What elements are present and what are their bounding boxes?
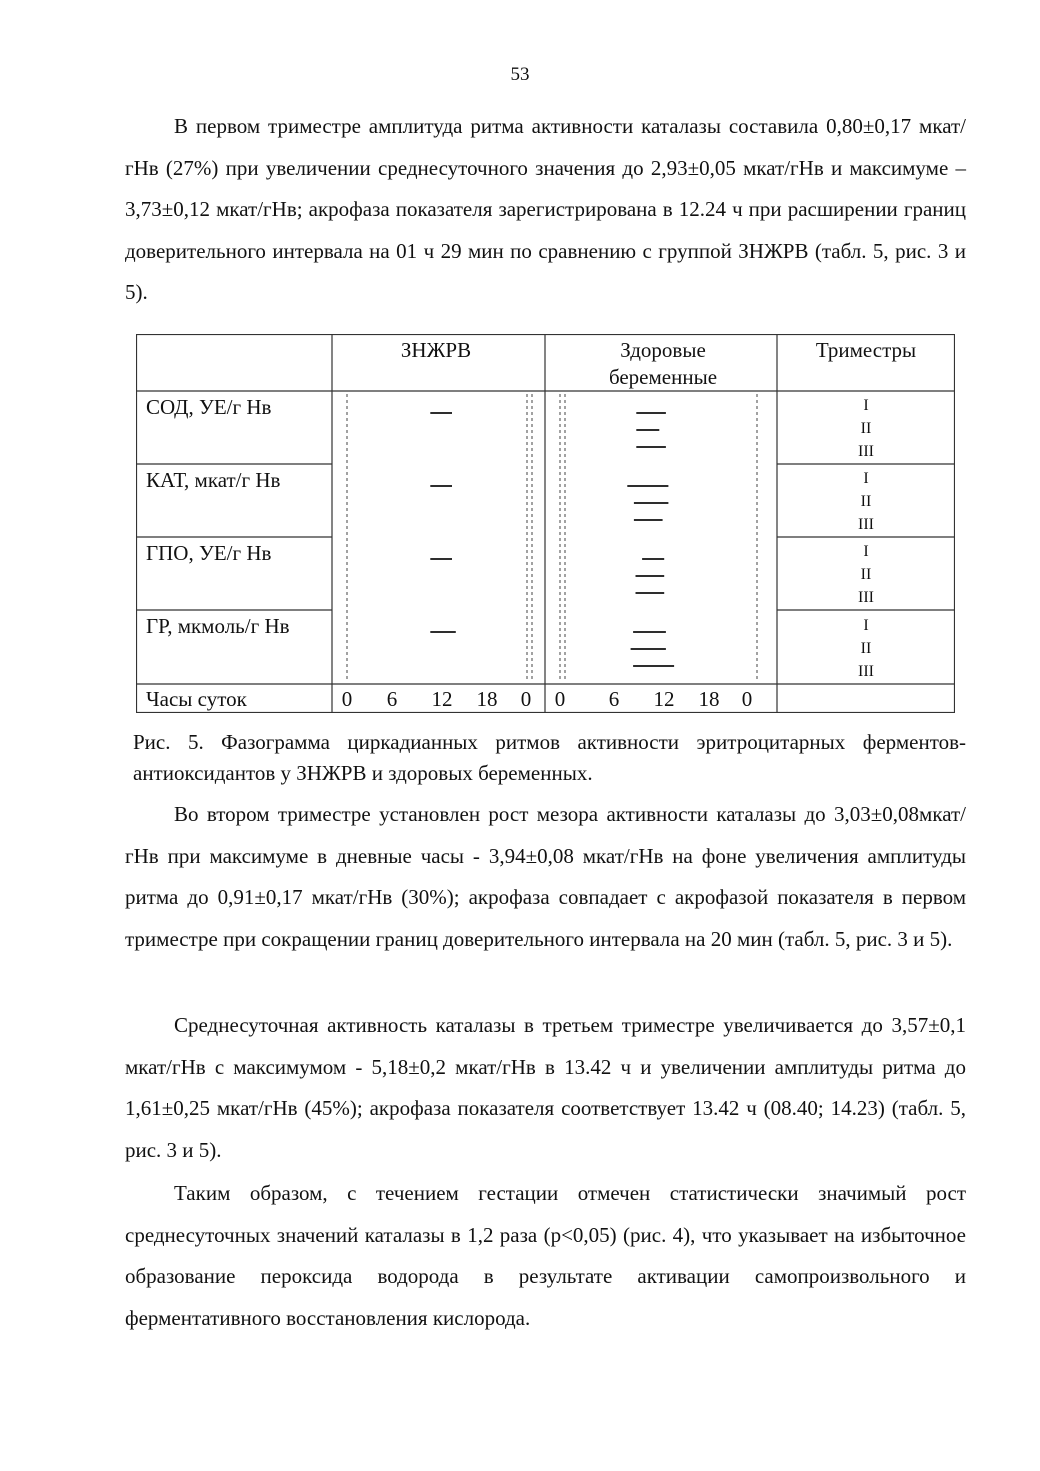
trimester-gpo-3: III	[858, 589, 874, 606]
hour-tick: 12	[653, 687, 675, 711]
hour-tick: 12	[431, 687, 453, 711]
hour-tick: 18	[476, 687, 498, 711]
trimester-gr-3: III	[858, 663, 874, 680]
hour-tick: 6	[608, 687, 620, 711]
table-grid	[136, 334, 955, 713]
header-trimesters: Триместры	[815, 338, 917, 362]
hour-tick: 0	[741, 687, 753, 711]
hour-ticks-healthy	[555, 687, 753, 711]
row-label-gr: ГР, мкмоль/г Нв	[146, 614, 290, 638]
hour-tick: 0	[341, 687, 353, 711]
trimester-kat-3: III	[858, 516, 874, 533]
time-axis-guides	[347, 394, 757, 682]
trimester-sod-1: I	[863, 397, 869, 414]
trimester-kat-1: I	[863, 470, 869, 487]
paragraph-1: В первом триместре амплитуда ритма активности каталазы составила 0,80±0,17 мкат/гНв (27%) при увеличении среднесуточного значения до 2,93±0,05 мкат/гНв и максимуме – 3,73±0,12 мкат/гНв; акрофаза показателя зарегистрирована в 12.24 ч при расширении границ доверительного интервала на 01 ч 29 мин по сравнению с группой ЗНЖРВ (табл. 5, рис. 3 и 5).	[125, 114, 966, 304]
trimester-kat-2: II	[860, 493, 872, 510]
paragraph-4: Таким образом, с течением гестации отмечен статистически значимый рост среднесуточных значений каталазы в 1,2 раза (p<0,05) (рис. 4), что указывает на избыточное образование пероксида водорода в результате активации самопроизвольного и ферментативного восстановления кислорода.	[125, 1181, 966, 1330]
page-number: 53	[510, 64, 530, 85]
header-healthy-line2: беременные	[608, 365, 718, 389]
hour-tick: 0	[520, 687, 532, 711]
figure-caption: Рис. 5. Фазограмма циркадианных ритмов активности эритроцитарных ферментов-антиоксидантов у ЗНЖРВ и здоровых беременных.	[133, 730, 966, 785]
trimester-sod-3: III	[858, 443, 874, 460]
paragraph-2: Во втором триместре установлен рост мезора активности каталазы до 3,03±0,08мкат/гНв при максимуме в дневные часы - 3,94±0,08 мкат/гНв на фоне увеличения амплитуды ритма до 0,91±0,17 мкат/гНв (30%); акрофаза совпадает с акрофазой показателя в первом триместре при сокращении границ доверительного интервала на 20 мин (табл. 5, рис. 3 и 5).	[125, 802, 966, 951]
row-label-gpo: ГПО, УЕ/г Нв	[146, 541, 272, 565]
hour-ticks-znzhrv	[342, 687, 532, 711]
header-znzhrv: ЗНЖРВ	[400, 338, 472, 362]
hour-tick: 6	[386, 687, 398, 711]
trimester-gpo-1: I	[863, 543, 869, 560]
row-label-kat: КАТ, мкат/г Нв	[146, 468, 281, 492]
phasogram-svg	[136, 334, 955, 713]
trimester-gpo-2: II	[860, 566, 872, 583]
trimester-gr-2: II	[860, 640, 872, 657]
phasogram-figure	[136, 334, 955, 713]
trimester-gr-1: I	[863, 617, 869, 634]
phase-interval-marks	[430, 413, 674, 666]
hours-label: Часы суток	[146, 687, 247, 711]
trimester-labels	[858, 397, 874, 680]
header-healthy-line1: Здоровые	[620, 338, 706, 362]
paragraph-3: Среднесуточная активность каталазы в третьем триместре увеличивается до 3,57±0,1 мкат/гНв с максимумом - 5,18±0,2 мкат/гНв в 13.42 ч и увеличении амплитуды ритма до 1,61±0,25 мкат/гНв (45%); акрофаза показателя соответствует 13.42 ч (08.40; 14.23) (табл. 5, рис. 3 и 5).	[125, 1013, 966, 1162]
hour-tick: 18	[698, 687, 720, 711]
hour-tick: 0	[554, 687, 566, 711]
row-label-sod: СОД, УЕ/г Нв	[146, 395, 272, 419]
trimester-sod-2: II	[860, 420, 872, 437]
